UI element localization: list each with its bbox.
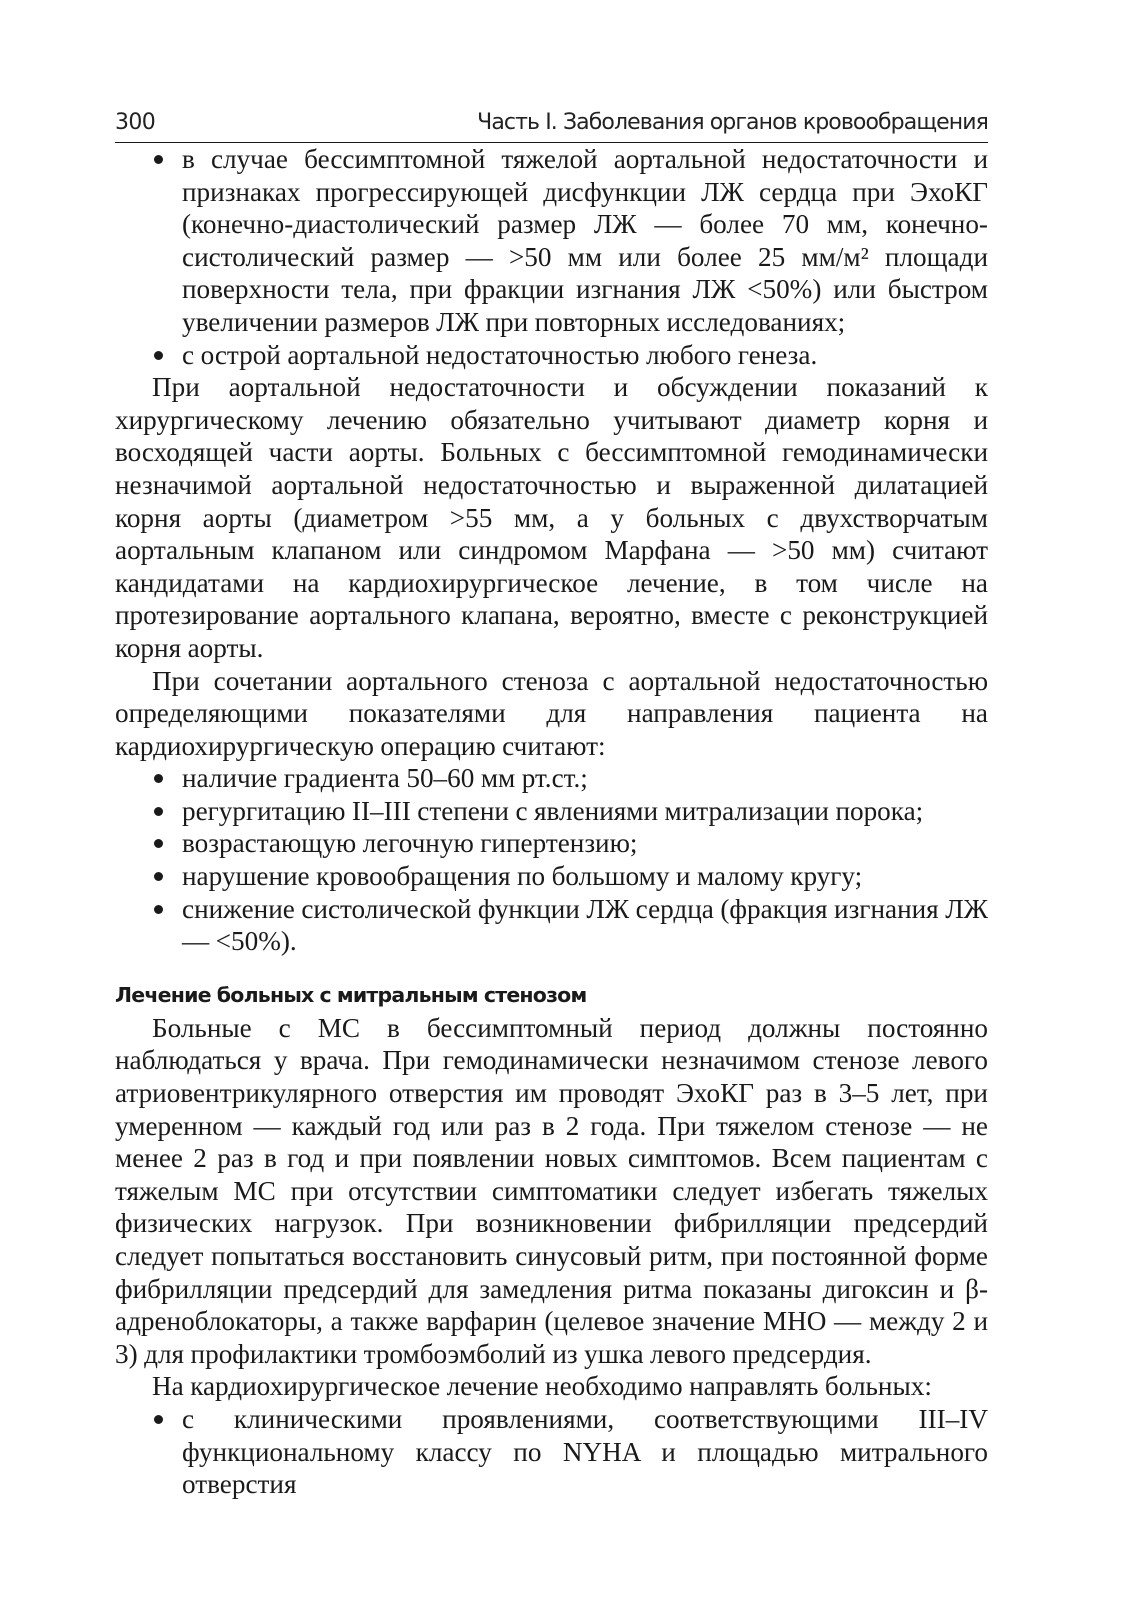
page-number: 300	[115, 110, 156, 135]
bullet-icon	[154, 1415, 163, 1424]
list-item-text: в случае бессимптомной тяжелой аортальной недостаточности и признаках прогрессирующей дисфункции ЛЖ сердца при ЭхоКГ (конечно-диастолический размер ЛЖ — более 70 мм, конечно-систолический размер — >50 мм или более 25 мм/м² площади поверхности тела, при фракции изгнания ЛЖ <50%) или быстром увеличении размеров ЛЖ при повторных исследованиях;	[182, 144, 988, 337]
bullet-icon	[154, 905, 163, 914]
section-title: Часть I. Заболевания органов кровообращения	[477, 110, 988, 135]
indications-list-combined-defect	[115, 762, 988, 958]
list-item	[115, 893, 988, 958]
body-text	[115, 143, 988, 1501]
book-page	[115, 108, 988, 1501]
paragraph-mitral-stenosis: Больные с МС в бессимптомный период должны постоянно наблюдаться у врача. При гемодинамически незначимом стенозе левого атриовентрикулярного отверстия им проводят ЭхоКГ раз в 3–5 лет, при умеренном — каждый год или раз в 2 года. При тяжелом стенозе — не менее 2 раз в год и при появлении новых симптомов. Всем пациентам с тяжелым МС при отсутствии симптоматики следует избегать тяжелых физических нагрузок. При возникновении фибрилляции предсердий следует попытаться восстановить синусовый ритм, при постоянной форме фибрилляции предсердий для замедления ритма показаны дигоксин и β-адреноблокаторы, а также варфарин (целевое значение МНО — между 2 и 3) для профилактики тромбоэмболий из ушка левого предсердия.	[115, 1012, 988, 1369]
indications-list-mitral-stenosis	[115, 1403, 988, 1501]
list-item-text: регургитацию II–III степени с явлениями митрализации порока;	[182, 795, 924, 826]
list-item-text: с острой аортальной недостаточностью любого генеза.	[182, 339, 818, 370]
list-item-text: наличие градиента 50–60 мм рт.ст.;	[182, 763, 588, 794]
paragraph-combined-defect: При сочетании аортального стеноза с аортальной недостаточностью определяющими показателями для направления пациента на кардиохирургическую операцию считают:	[115, 665, 988, 761]
bullet-icon	[154, 807, 163, 816]
list-item	[115, 860, 988, 893]
bullet-icon	[154, 351, 163, 360]
list-item-text: нарушение кровообращения по большому и малому кругу;	[182, 861, 863, 892]
list-item	[115, 795, 988, 828]
bullet-icon	[154, 872, 163, 881]
paragraph-aortic-root: При аортальной недостаточности и обсуждении показаний к хирургическому лечению обязательно учитывают диаметр корня и восходящей части аорты. Больных с бессимптомной гемодинамически незначимой аортальной недостаточностью и выраженной дилатацией корня аорты (диаметром >55 мм, а у больных с двухстворчатым аортальным клапаном или синдромом Марфана — >50 мм) считают кандидатами на кардиохирургическое лечение, в том числе на протезирование аортального клапана, вероятно, вместе с реконструкцией корня аорты.	[115, 372, 988, 663]
section-subheading: Лечение больных с митральным стенозом	[115, 982, 587, 1007]
list-item-text: с клиническими проявлениями, соответствующими III–IV функциональному классу по NYHA и площадью митрального отверстия	[182, 1403, 988, 1500]
bullet-icon	[154, 155, 163, 164]
list-item-text: снижение систолической функции ЛЖ сердца (фракция изгнания ЛЖ — <50%).	[182, 893, 988, 957]
paragraph-surgery-referral: На кардиохирургическое лечение необходимо направлять больных:	[152, 1371, 932, 1402]
indications-list-aortic-regurgitation	[115, 143, 988, 371]
bullet-icon	[154, 839, 163, 848]
list-item	[115, 143, 988, 339]
running-header	[115, 108, 988, 143]
list-item-text: возрастающую легочную гипертензию;	[182, 828, 638, 859]
list-item	[115, 1403, 988, 1501]
list-item	[115, 827, 988, 860]
bullet-icon	[154, 774, 163, 783]
list-item	[115, 762, 988, 795]
list-item	[115, 339, 988, 372]
